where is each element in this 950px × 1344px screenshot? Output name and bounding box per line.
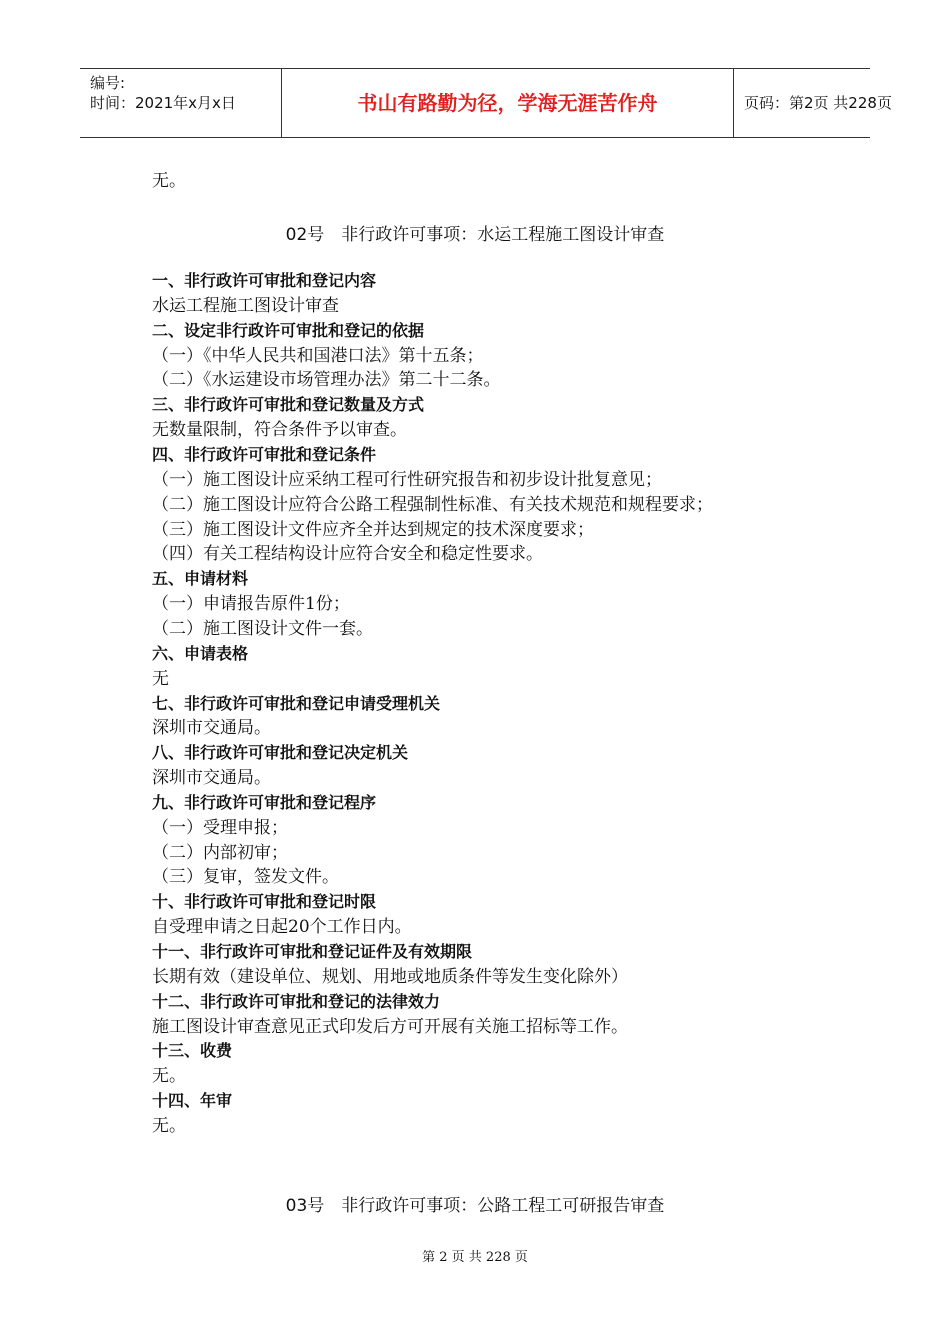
section-text: 深圳市交通局。 xyxy=(152,718,271,739)
section-text: 无数量限制，符合条件予以审查。 xyxy=(152,420,407,441)
section-text: （四）有关工程结构设计应符合安全和稳定性要求。 xyxy=(152,544,543,565)
section-text: （一）申请报告原件1份； xyxy=(152,594,350,614)
section-heading: 五、申请材料 xyxy=(152,569,249,589)
section-text: （二）施工图设计文件一套。 xyxy=(152,618,373,639)
section-text: 长期有效（建设单位、规划、用地或地质条件等发生变化除外） xyxy=(152,966,628,987)
section-heading: 六、申请表格 xyxy=(152,643,249,663)
section-text: 水运工程施工图设计审查 xyxy=(152,295,339,316)
header-page-label: 页码：第2页 共228页 xyxy=(744,94,892,112)
section-text: （一）施工图设计应采纳工程可行性研究报告和初步设计批复意见； xyxy=(152,469,662,490)
section-text: （一）《中华人民共和国港口法》第十五条； xyxy=(152,345,484,366)
section-03-title: 03号 非行政许可事项：公路工程工可研报告审查 xyxy=(285,1196,665,1216)
section-text: 无。 xyxy=(152,1115,186,1136)
top-text: 无。 xyxy=(152,171,186,191)
section-heading: 十二、非行政许可审批和登记的法律效力 xyxy=(152,991,441,1011)
section-text: （二）内部初审； xyxy=(152,842,288,863)
section-02-title: 02号 非行政许可事项：水运工程施工图设计审查 xyxy=(285,225,665,245)
page-footer: 第 2 页 共 228 页 xyxy=(422,1250,528,1265)
document-header xyxy=(80,68,892,138)
section-text: （二）《水运建设市场管理办法》第二十二条。 xyxy=(152,370,501,391)
section-heading: 十、非行政许可审批和登记时限 xyxy=(152,892,377,912)
section-text: 无。 xyxy=(152,1066,186,1087)
section-text: （一）受理申报； xyxy=(152,817,288,838)
header-meta-cell xyxy=(80,69,282,137)
header-motto: 书山有路勤为径，学海无涯苦作舟 xyxy=(282,69,734,137)
section-text: （二）施工图设计应符合公路工程强制性标准、有关技术规范和规程要求； xyxy=(152,494,713,515)
section-text: 施工图设计审查意见正式印发后方可开展有关施工招标等工作。 xyxy=(152,1016,628,1037)
section-heading: 四、非行政许可审批和登记条件 xyxy=(152,445,377,464)
number-label: 编号: xyxy=(90,74,126,92)
section-text: （三）施工图设计文件应齐全并达到规定的技术深度要求； xyxy=(152,519,594,540)
section-heading: 二、设定非行政许可审批和登记的依据 xyxy=(152,320,425,340)
section-heading: 七、非行政许可审批和登记申请受理机关 xyxy=(152,693,441,713)
section-text: 自受理申请之日起20个工作日内。 xyxy=(152,917,412,938)
section-heading: 三、非行政许可审批和登记数量及方式 xyxy=(152,395,425,415)
section-heading: 一、非行政许可审批和登记内容 xyxy=(152,271,377,290)
section-heading: 十一、非行政许可审批和登记证件及有效期限 xyxy=(152,942,473,961)
section-text: （三）复审，签发文件。 xyxy=(152,867,339,888)
section-heading: 十四、年审 xyxy=(152,1091,233,1111)
section-heading: 九、非行政许可审批和登记程序 xyxy=(152,792,377,812)
section-text: 无 xyxy=(152,668,169,689)
section-text: 深圳市交通局。 xyxy=(152,768,271,788)
section-heading: 十三、收费 xyxy=(152,1041,233,1061)
section-heading: 八、非行政许可审批和登记决定机关 xyxy=(152,743,409,763)
time-label: 时间：2021年x月x日 xyxy=(90,94,236,112)
